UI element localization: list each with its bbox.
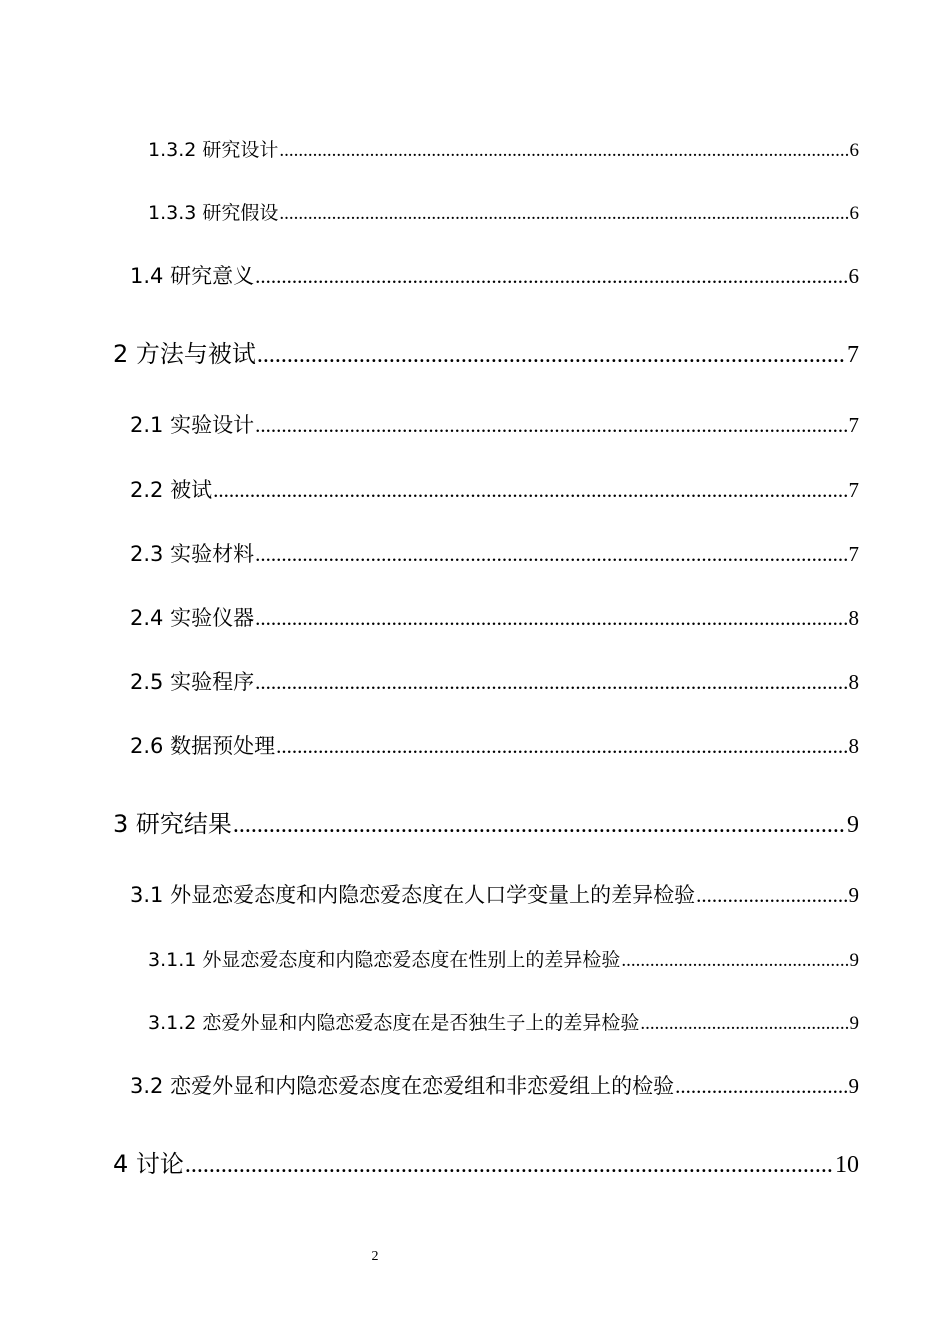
- toc-entry: [113, 334, 859, 369]
- toc-leader-dots: [621, 950, 848, 972]
- toc-entry-label: 2.3 实验材料: [130, 542, 255, 566]
- toc-entry: [148, 198, 859, 225]
- toc-leader-dots: [255, 542, 847, 567]
- toc-entry: [130, 409, 859, 439]
- toc-entry: [130, 666, 859, 696]
- toc-entry-label: 2.6 数据预处理: [130, 734, 276, 758]
- toc-leader-dots: [279, 203, 848, 225]
- toc-entry: [130, 1070, 859, 1100]
- toc-entry-label: 2.5 实验程序: [130, 670, 255, 694]
- toc-entry-page: 7: [847, 342, 859, 368]
- toc-leader-dots: [255, 606, 847, 631]
- toc-entry-label: 3.1 外显恋爱态度和内隐恋爱态度在人口学变量上的差异检验: [130, 883, 696, 907]
- toc-entry-page: 9: [848, 883, 859, 907]
- toc-entry: [130, 730, 859, 760]
- toc-entry-page: 8: [848, 734, 859, 758]
- toc-leader-dots: [640, 1013, 848, 1035]
- toc-entry-label: 1.4 研究意义: [130, 264, 255, 288]
- toc-entry-page: 9: [847, 812, 859, 838]
- toc-entry: [148, 135, 859, 162]
- toc-entry-page: 6: [849, 203, 859, 224]
- toc-entry: [130, 260, 859, 290]
- toc-leader-dots: [257, 342, 846, 369]
- toc-entry-page: 10: [835, 1152, 859, 1178]
- toc-leader-dots: [675, 1074, 847, 1099]
- toc-entry-label: 1.3.3 研究假设: [148, 202, 279, 224]
- toc-leader-dots: [185, 1152, 834, 1179]
- toc-entry-label: 2.1 实验设计: [130, 413, 255, 437]
- toc-entry: [148, 945, 859, 972]
- toc-leader-dots: [276, 734, 847, 759]
- toc-entry-page: 8: [848, 606, 859, 630]
- toc-leader-dots: [233, 812, 846, 839]
- toc-leader-dots: [255, 413, 847, 438]
- toc-entry-label: 2.2 被试: [130, 478, 213, 502]
- toc-entry-page: 8: [848, 670, 859, 694]
- toc-entry-label: 2.4 实验仪器: [130, 606, 255, 630]
- toc-entry-label: 3 研究结果: [113, 810, 232, 838]
- toc-entry: [113, 1144, 859, 1179]
- toc-entry-page: 7: [848, 478, 859, 502]
- page-number: 2: [371, 1249, 379, 1264]
- toc-entry-label: 3.1.2 恋爱外显和内隐恋爱态度在是否独生子上的差异检验: [148, 1012, 640, 1034]
- toc-entry: [130, 602, 859, 632]
- toc-leader-dots: [696, 883, 847, 908]
- toc-entry-page: 6: [848, 264, 859, 288]
- toc-entry-label: 3.2 恋爱外显和内隐恋爱态度在恋爱组和非恋爱组上的检验: [130, 1074, 675, 1098]
- toc-entry-page: 6: [849, 140, 859, 161]
- toc-entry-page: 9: [849, 1013, 859, 1034]
- toc-entry: [113, 804, 859, 839]
- toc-entry: [130, 879, 859, 909]
- toc-entry: [130, 474, 859, 504]
- toc-entry-label: 3.1.1 外显恋爱态度和内隐恋爱态度在性别上的差异检验: [148, 949, 621, 971]
- toc-entry-page: 7: [848, 542, 859, 566]
- toc-entry-label: 1.3.2 研究设计: [148, 139, 279, 161]
- toc-leader-dots: [279, 140, 848, 162]
- toc-leader-dots: [213, 478, 847, 503]
- toc-entry-label: 2 方法与被试: [113, 340, 256, 368]
- toc-entry: [130, 538, 859, 568]
- toc-entry-label: 4 讨论: [113, 1150, 184, 1178]
- toc-entry-page: 9: [849, 950, 859, 971]
- toc-entry-page: 7: [848, 413, 859, 437]
- toc-entry: [148, 1008, 859, 1035]
- toc-entry-page: 9: [848, 1074, 859, 1098]
- toc-leader-dots: [255, 670, 847, 695]
- toc-leader-dots: [255, 264, 847, 289]
